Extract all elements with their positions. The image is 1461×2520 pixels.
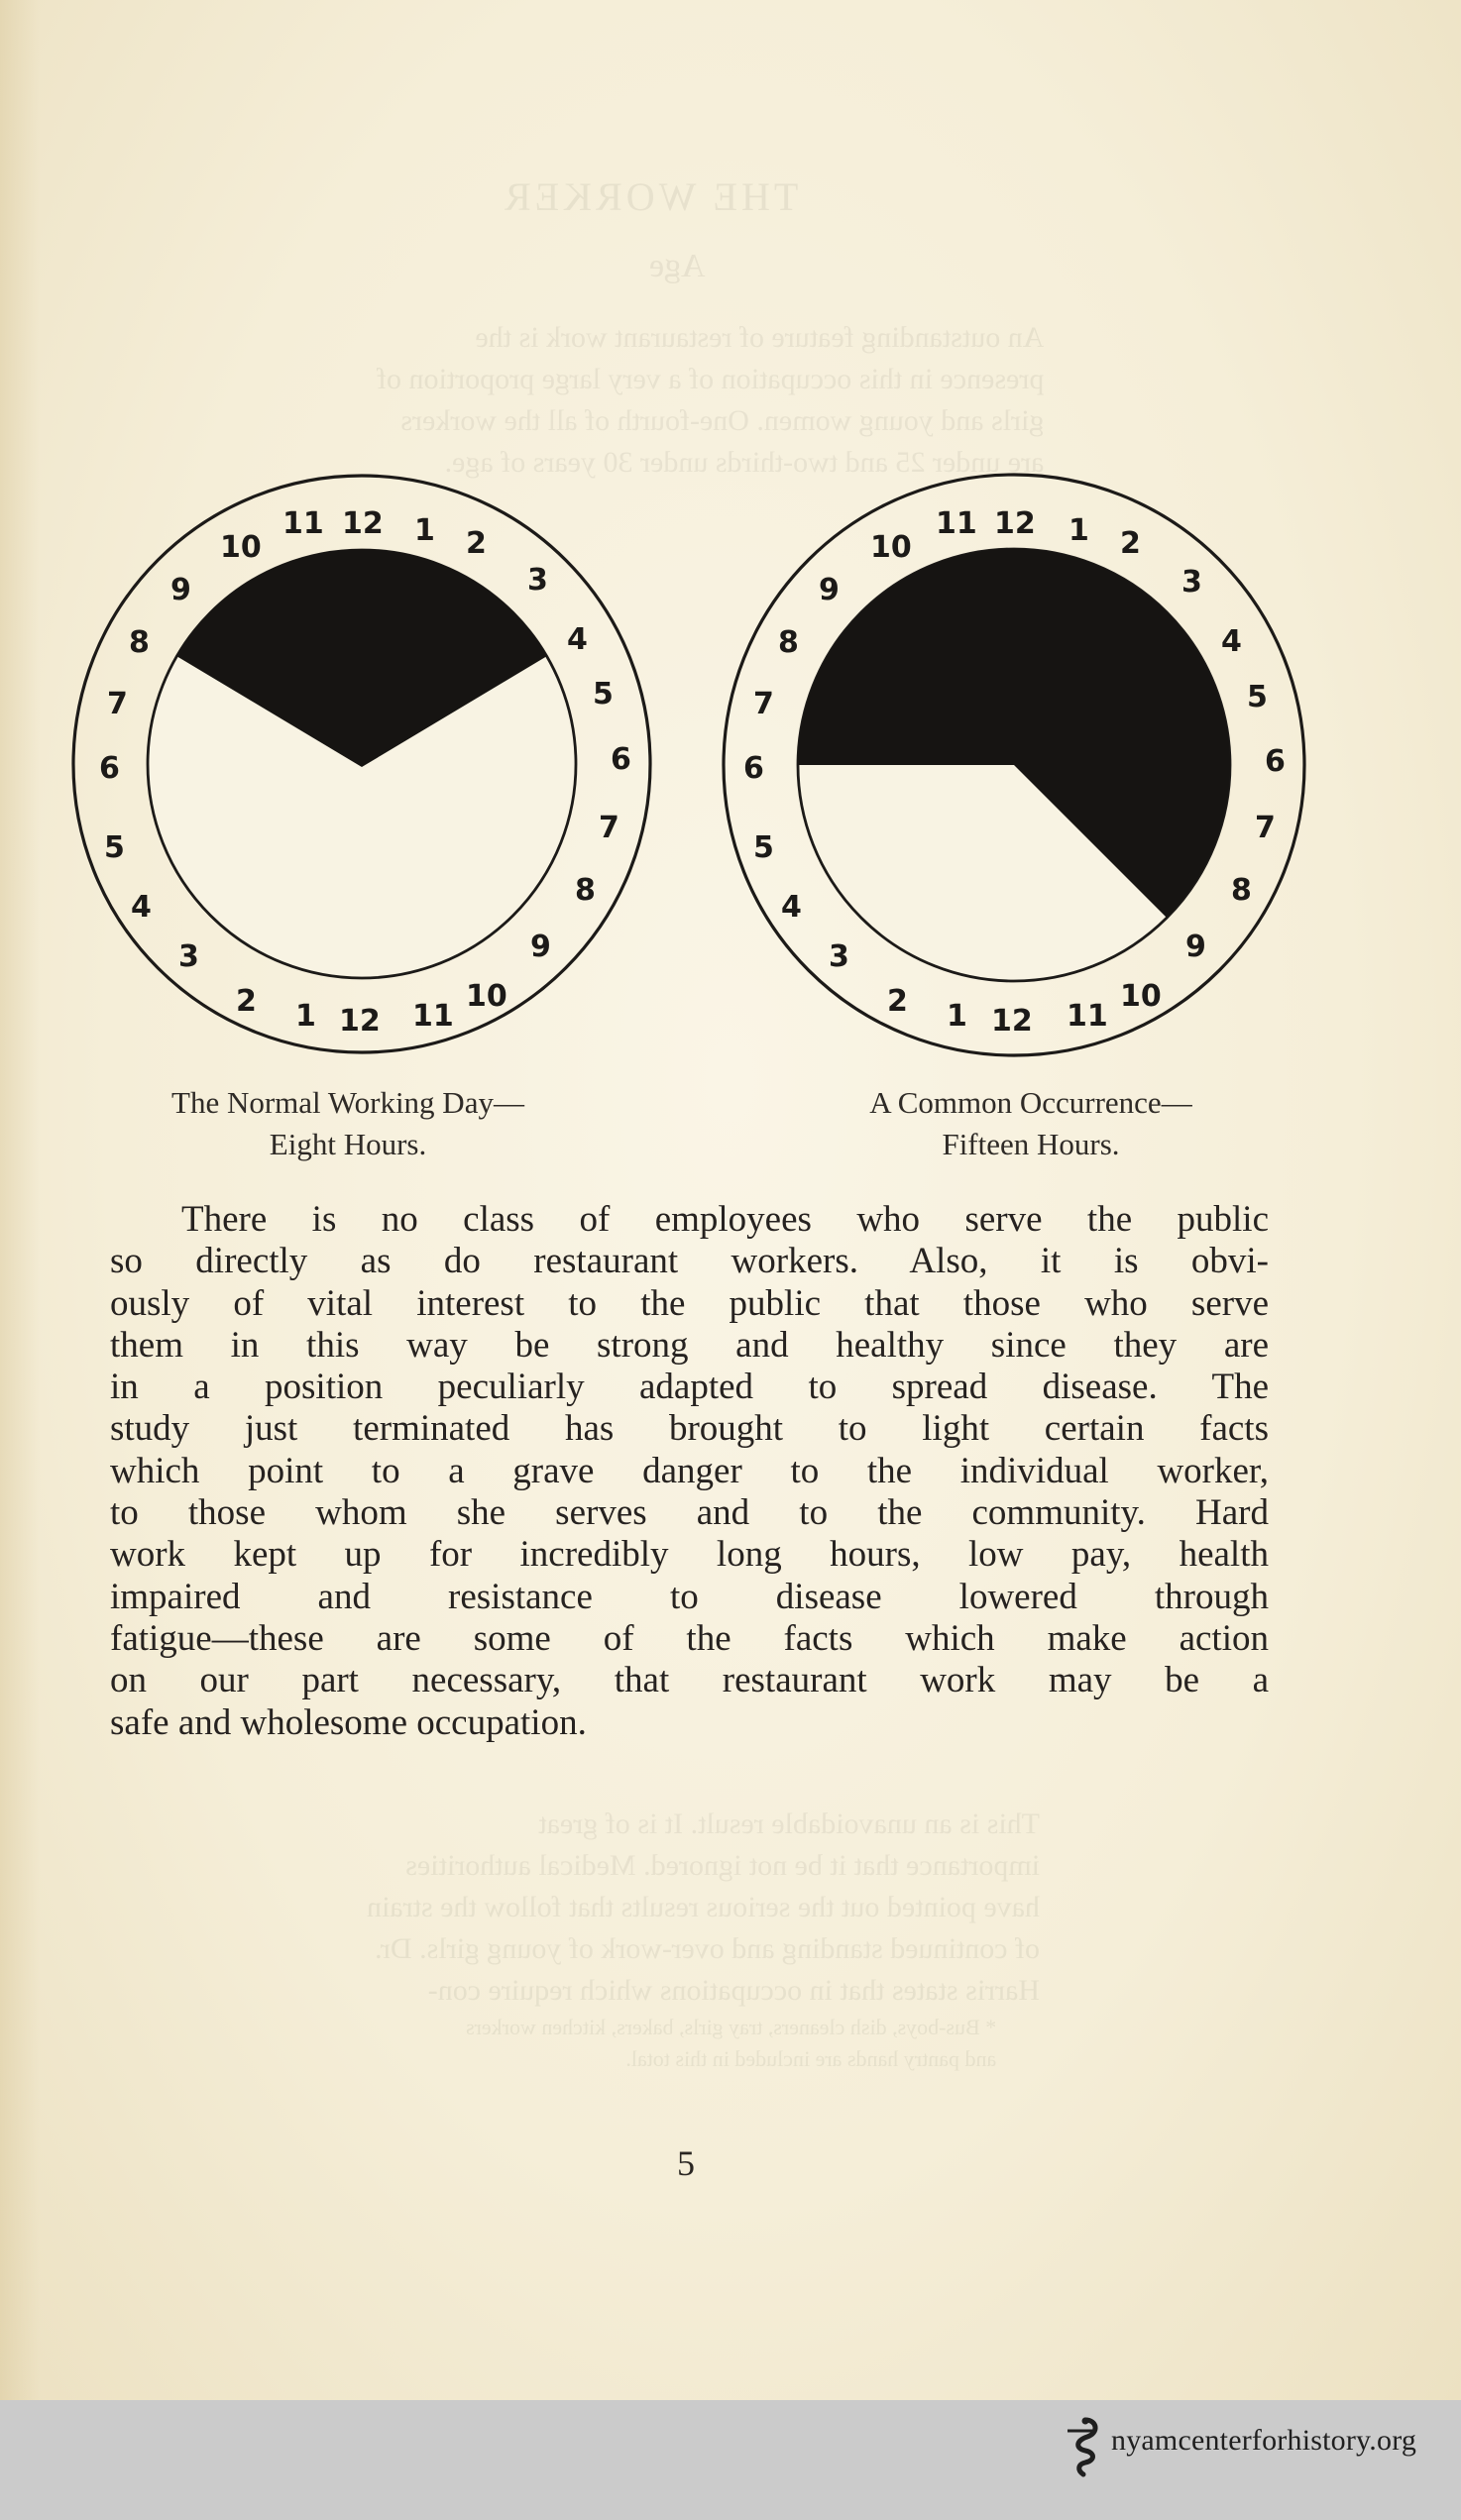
svg-text:9: 9 <box>170 573 191 607</box>
svg-text:11: 11 <box>412 999 454 1034</box>
text-line: work kept up for incredibly long hours, low pay, health <box>110 1534 1269 1576</box>
text-line: to those whom she serves and to the community. Hard <box>110 1492 1269 1534</box>
text-line: on our part necessary, that restaurant work may be a <box>110 1660 1269 1701</box>
svg-text:6: 6 <box>99 751 120 786</box>
caption-line: Eight Hours. <box>269 1127 427 1161</box>
text-line: ously of vital interest to the public that those who serve <box>110 1282 1269 1324</box>
svg-text:8: 8 <box>575 873 596 908</box>
svg-text:9: 9 <box>530 930 551 964</box>
svg-text:8: 8 <box>129 625 150 660</box>
svg-text:3: 3 <box>178 939 199 974</box>
svg-text:1: 1 <box>947 999 967 1034</box>
text-line: study just terminated has brought to light certain facts <box>110 1408 1269 1450</box>
svg-text:4: 4 <box>1221 624 1242 659</box>
svg-text:9: 9 <box>819 573 840 607</box>
text-line: safe and wholesome occupation. <box>110 1701 587 1743</box>
svg-text:3: 3 <box>1181 565 1202 600</box>
svg-text:7: 7 <box>753 687 774 721</box>
svg-text:4: 4 <box>567 622 588 657</box>
text-line: so directly as do restaurant workers. Also, it is obvi- <box>110 1241 1269 1282</box>
bleed-through-subheading: Age <box>649 248 706 284</box>
text-line: them in this way be strong and healthy since they are <box>110 1324 1269 1366</box>
svg-text:10: 10 <box>466 979 507 1014</box>
bleed-through-footnote: * Bus-boys, dish cleaners, tray girls, bakers, kitchen workers and pantry hands are included in this total. <box>466 2015 997 2071</box>
svg-text:8: 8 <box>1231 873 1252 908</box>
clock-eight-hours <box>73 476 650 1052</box>
text-line: impaired and resistance to disease lowered through <box>110 1576 1269 1617</box>
page-edge-shading <box>0 0 40 2400</box>
svg-text:11: 11 <box>936 506 977 541</box>
caption-line: Fifteen Hours. <box>942 1127 1120 1161</box>
svg-text:4: 4 <box>781 890 802 925</box>
svg-text:11: 11 <box>1067 999 1108 1034</box>
svg-text:10: 10 <box>1120 979 1162 1014</box>
svg-text:5: 5 <box>104 830 125 865</box>
svg-text:2: 2 <box>887 984 908 1019</box>
caption-line: A Common Occurrence— <box>869 1085 1192 1120</box>
caption-line: The Normal Working Day— <box>171 1085 524 1120</box>
text-line: in a position peculiarly adapted to spread disease. The <box>110 1367 1269 1408</box>
svg-text:1: 1 <box>295 999 316 1034</box>
nyam-logo[interactable] <box>1066 2416 1416 2465</box>
svg-text:7: 7 <box>107 687 128 721</box>
svg-text:4: 4 <box>131 890 152 925</box>
svg-text:11: 11 <box>282 506 324 541</box>
svg-text:5: 5 <box>593 677 614 712</box>
svg-text:10: 10 <box>870 530 912 565</box>
clock-dials-svg <box>0 466 1461 1070</box>
svg-text:8: 8 <box>778 625 799 660</box>
caption-fifteen-hours <box>793 1082 1269 1165</box>
caption-eight-hours <box>110 1082 586 1165</box>
svg-text:6: 6 <box>743 751 764 786</box>
svg-text:3: 3 <box>829 939 849 974</box>
svg-text:12: 12 <box>339 1004 381 1039</box>
svg-text:7: 7 <box>599 811 619 845</box>
body-paragraph <box>110 1199 1269 1744</box>
clock-figures <box>0 466 1461 1070</box>
svg-text:2: 2 <box>466 526 487 561</box>
bleed-through-lower: This is an unavoidable result. It is of great importance that it be not ignored. Medical authorities have pointed out the serious results that follow the strain of continued standing and over-work of young girls. Dr. Harris states that in occupations which require con- <box>367 1808 1041 2007</box>
svg-text:1: 1 <box>414 513 435 548</box>
svg-text:12: 12 <box>991 1004 1033 1039</box>
text-line: which point to a grave danger to the individual worker, <box>110 1450 1269 1491</box>
svg-text:12: 12 <box>994 506 1036 541</box>
svg-text:5: 5 <box>753 830 774 865</box>
text-line: There is no class of employees who serve the public <box>181 1199 1269 1240</box>
svg-text:12: 12 <box>342 506 384 541</box>
svg-text:9: 9 <box>1185 930 1206 964</box>
svg-text:10: 10 <box>220 530 262 565</box>
svg-text:7: 7 <box>1255 811 1276 845</box>
logo-text: nyamcenterforhistory.org <box>1111 2424 1417 2457</box>
svg-text:3: 3 <box>527 563 548 598</box>
bleed-through-body: An outstanding feature of restaurant work is the presence in this occupation of a very large proportion of girls and young women. One-fourth of all the workers are under 25 and two-thirds under 30 years of age. <box>377 321 1045 479</box>
svg-text:6: 6 <box>611 742 631 777</box>
svg-text:2: 2 <box>236 984 257 1019</box>
svg-text:2: 2 <box>1120 526 1141 561</box>
bleed-through-heading: THE WORKER <box>501 174 799 219</box>
svg-text:5: 5 <box>1247 680 1268 714</box>
clock-fifteen-hours <box>724 475 1304 1055</box>
text-line: fatigue—these are some of the facts which make action <box>110 1617 1269 1659</box>
page-number: 5 <box>677 2143 695 2183</box>
svg-text:1: 1 <box>1068 513 1089 548</box>
svg-text:6: 6 <box>1265 744 1286 779</box>
snake-staff-icon <box>1066 2417 1105 2478</box>
